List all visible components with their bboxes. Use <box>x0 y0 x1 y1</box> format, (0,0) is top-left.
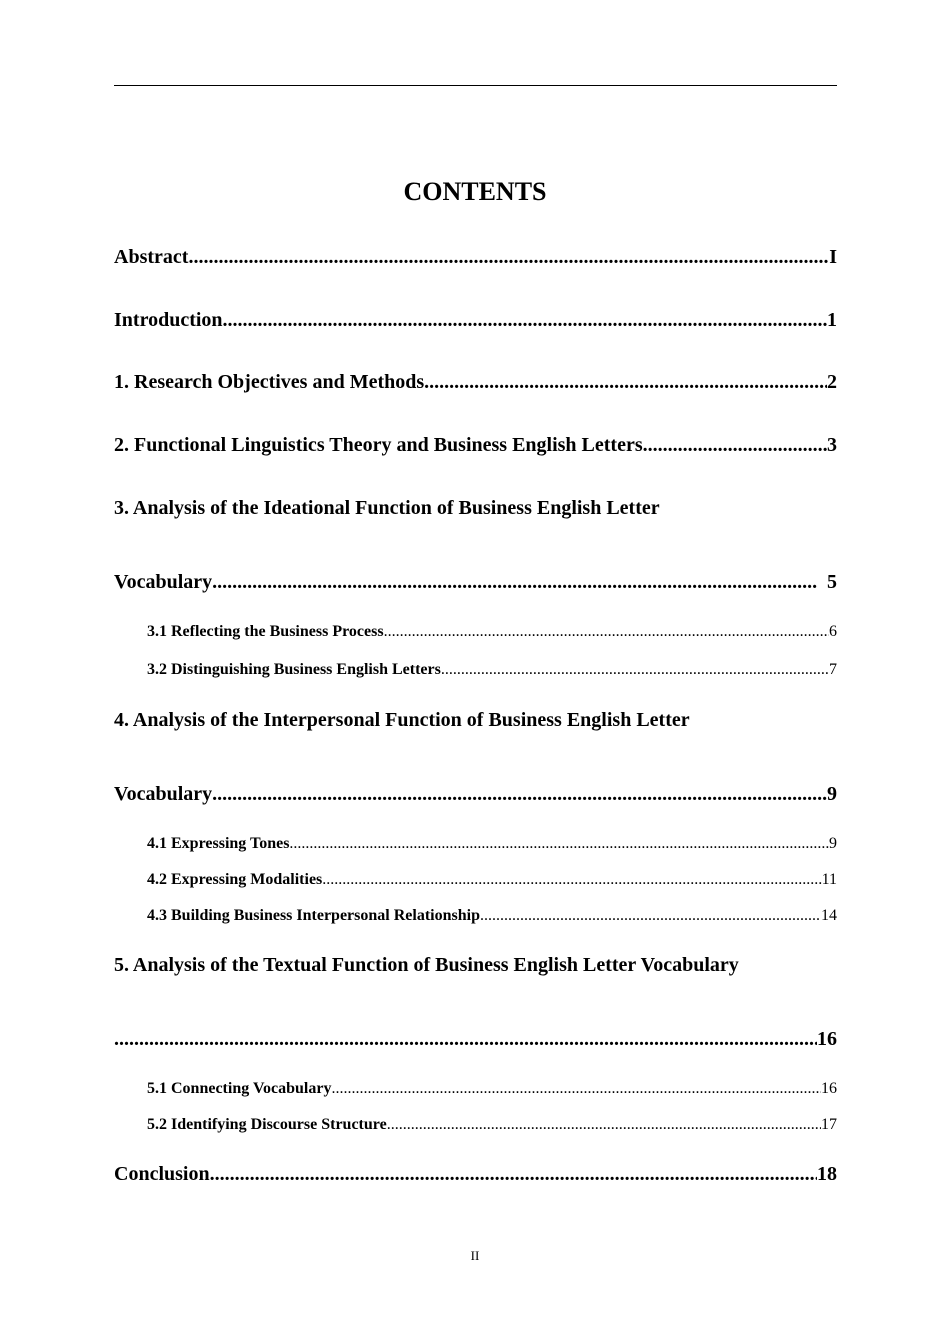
toc-entry-chapter-3-title[interactable]: 3. Analysis of the Ideational Function of Business English Letter <box>114 497 660 519</box>
toc-entry-chapter-5[interactable] <box>114 1026 837 1052</box>
toc-entry-page: 5 <box>827 571 837 593</box>
dot-leader <box>114 1026 817 1052</box>
toc-entry-conclusion[interactable] <box>114 1161 837 1187</box>
toc-entry-page: 16 <box>817 1028 837 1050</box>
toc-entry-page: 17 <box>821 1116 837 1133</box>
toc-entry-label: 4.1 Expressing Tones <box>147 835 290 852</box>
toc-entry-label: 2. Functional Linguistics Theory and Business English Letters <box>114 434 643 456</box>
dot-leader <box>289 833 829 855</box>
toc-entry-label: 5.2 Identifying Discourse Structure <box>147 1116 387 1133</box>
page-number: II <box>470 1248 480 1263</box>
toc-title: CONTENTS <box>403 177 547 206</box>
toc-entry-abstract[interactable] <box>114 244 837 270</box>
dot-leader <box>210 1161 817 1187</box>
toc-entry-page: 6 <box>829 623 837 640</box>
toc-entry-page: 11 <box>821 871 837 888</box>
toc-entry-introduction[interactable] <box>114 307 837 333</box>
dot-leader <box>384 621 829 643</box>
toc-entry-label: Conclusion <box>114 1163 210 1185</box>
toc-entry-chapter-4-title[interactable]: 4. Analysis of the Interpersonal Function of Business English Letter <box>114 709 690 731</box>
toc-entry-chapter-3[interactable] <box>114 569 837 595</box>
toc-entry-label: Abstract <box>114 246 189 268</box>
toc-entry-5-2[interactable] <box>147 1114 837 1136</box>
toc-entry-3-2[interactable] <box>147 659 837 681</box>
toc-entry-page: 3 <box>827 434 837 456</box>
toc-entry-page: 16 <box>821 1080 837 1097</box>
dot-leader <box>322 869 821 891</box>
toc-entry-4-1[interactable] <box>147 833 837 855</box>
toc-entry-chapter-5-title[interactable]: 5. Analysis of the Textual Function of Business English Letter Vocabulary <box>114 954 739 976</box>
toc-entry-chapter-1[interactable] <box>114 369 837 395</box>
dot-leader <box>331 1078 821 1100</box>
dot-leader <box>212 569 817 595</box>
dot-leader <box>223 307 827 333</box>
toc-entry-label: 4.3 Building Business Interpersonal Relationship <box>147 907 480 924</box>
dot-leader <box>424 369 827 395</box>
toc-entry-label: Vocabulary <box>114 571 213 593</box>
toc-entry-page: 18 <box>817 1163 837 1185</box>
toc-entry-page: 14 <box>821 907 837 924</box>
toc-entry-chapter-4[interactable] <box>114 781 837 807</box>
toc-entry-label: 1. Research Objectives and Methods <box>114 371 425 393</box>
toc-entry-5-1[interactable] <box>147 1078 837 1100</box>
toc-entry-label: 4.2 Expressing Modalities <box>147 871 323 888</box>
toc-entry-label: Vocabulary <box>114 783 213 805</box>
toc-entry-page: 9 <box>827 783 837 805</box>
toc-entry-page: 9 <box>829 835 837 852</box>
toc-entry-3-1[interactable] <box>147 621 837 643</box>
toc-entry-page: I <box>829 246 837 268</box>
toc-entry-page: 7 <box>829 661 837 678</box>
dot-leader <box>212 781 827 807</box>
toc-entry-4-2[interactable] <box>147 869 837 891</box>
toc-entry-label: 3.1 Reflecting the Business Process <box>147 623 384 640</box>
dot-leader <box>480 905 821 927</box>
toc-entry-label: 3.2 Distinguishing Business English Letters <box>147 661 441 678</box>
toc-entry-page: 1 <box>827 309 837 331</box>
header-rule <box>114 85 837 86</box>
dot-leader <box>188 244 829 270</box>
toc-entry-4-3[interactable] <box>147 905 837 927</box>
dot-leader <box>643 432 827 458</box>
dot-leader <box>387 1114 821 1136</box>
toc-entry-chapter-2[interactable] <box>114 432 837 458</box>
toc-entry-label: 5.1 Connecting Vocabulary <box>147 1080 332 1097</box>
toc-entry-label: Introduction <box>114 309 223 331</box>
toc-entry-page: 2 <box>827 371 837 393</box>
dot-leader <box>441 659 829 681</box>
